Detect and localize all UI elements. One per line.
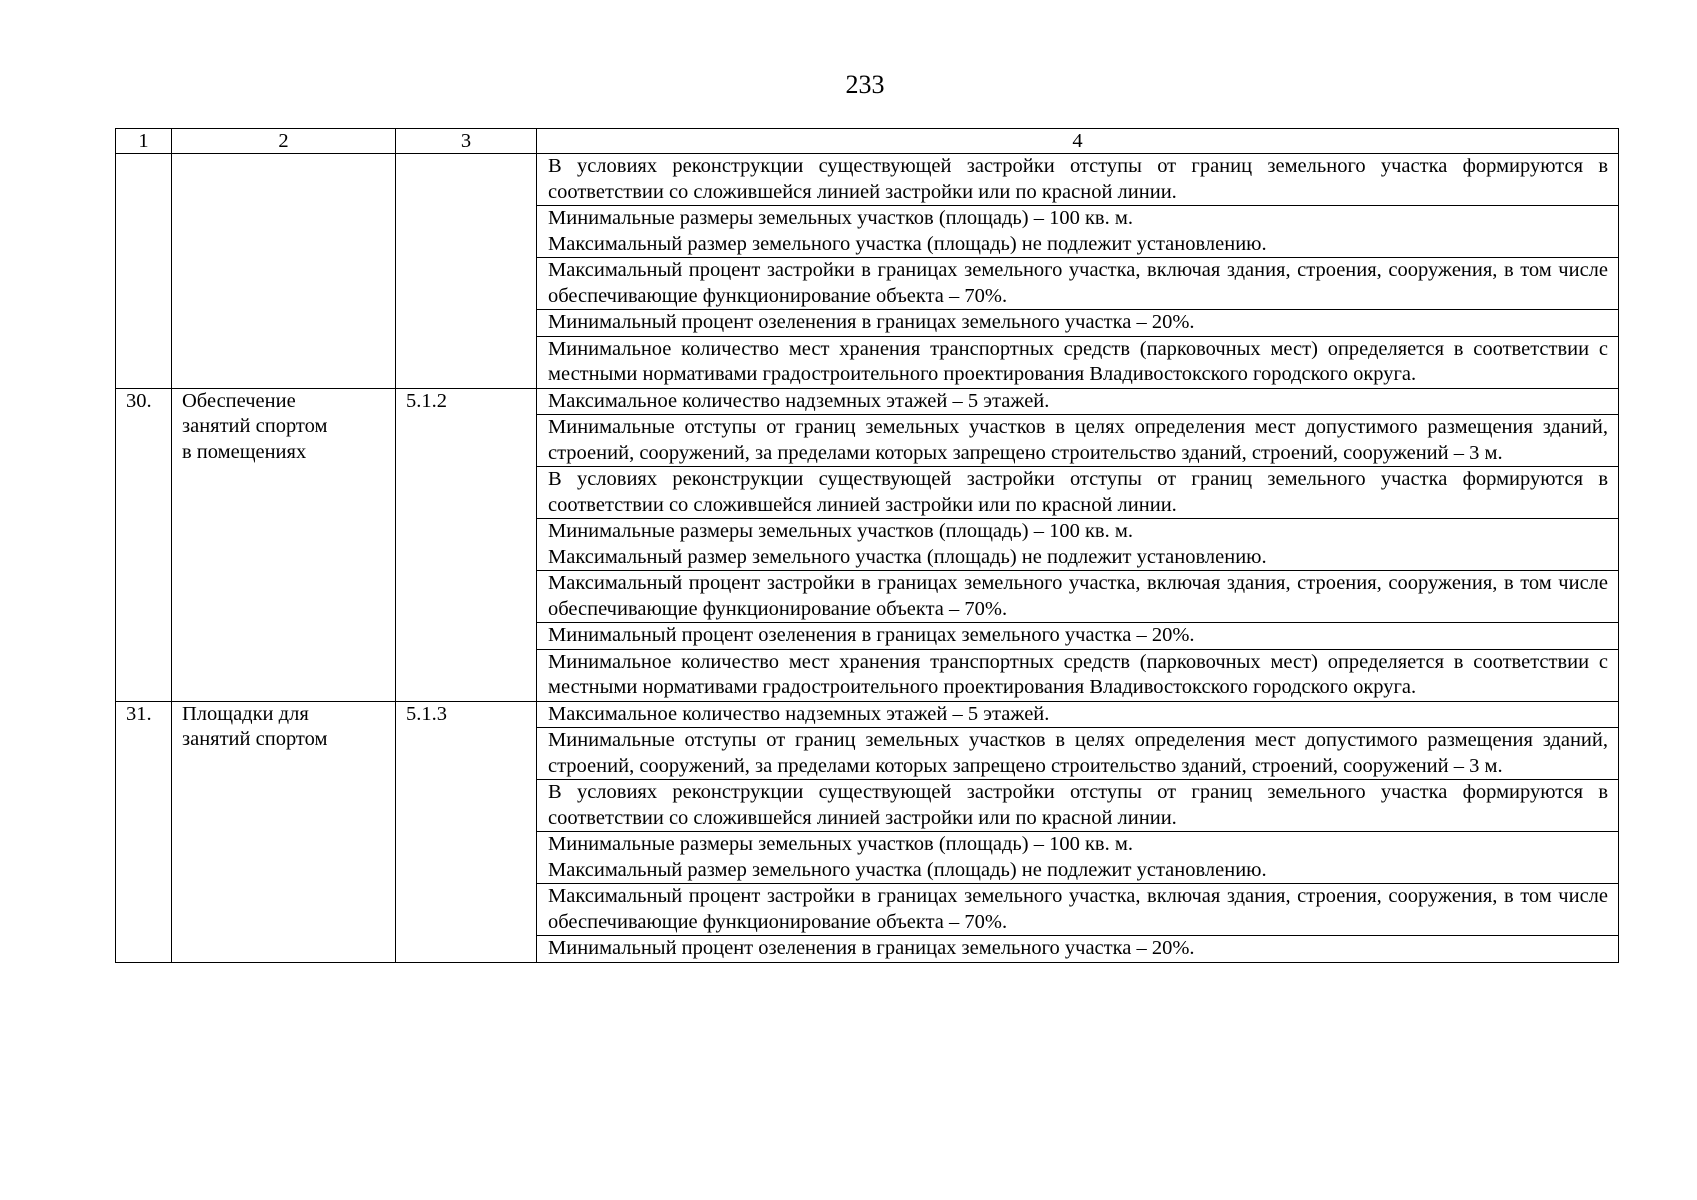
requirement-text: Максимальный процент застройки в границах земельного участка, включая здания, строения, сооружения, в том числе обеспечивающие функционирование объекта – 70%. bbox=[537, 571, 1619, 623]
land-use-name: Площадки для занятий спортом bbox=[172, 701, 396, 962]
row-number: 31. bbox=[116, 701, 172, 962]
requirement-text: Максимальное количество надземных этажей – 5 этажей. bbox=[537, 701, 1619, 728]
column-number-row bbox=[116, 129, 1619, 154]
regulations-table-body bbox=[116, 129, 1619, 963]
land-use-code-cell bbox=[396, 154, 537, 389]
row-number-cell bbox=[116, 154, 172, 389]
land-use-code: 5.1.2 bbox=[396, 388, 537, 701]
requirement-text: Минимальные размеры земельных участков (площадь) – 100 кв. м. Максимальный размер земельного участка (площадь) не подлежит установлению. bbox=[537, 519, 1619, 571]
column-number-4: 4 bbox=[537, 129, 1619, 154]
requirement-text: Минимальное количество мест хранения транспортных средств (парковочных мест) определяется в соответствии с местными нормативами градостроительного проектирования Владивостокского городского округа. bbox=[537, 336, 1619, 388]
requirement-text: Максимальный процент застройки в границах земельного участка, включая здания, строения, сооружения, в том числе обеспечивающие функционирование объекта – 70%. bbox=[537, 258, 1619, 310]
requirement-text: Минимальные отступы от границ земельных участков в целях определения мест допустимого размещения зданий, строений, сооружений, за пределами которых запрещено строительство зданий, строений, сооружений – 3 м. bbox=[537, 415, 1619, 467]
requirement-text: Максимальное количество надземных этажей – 5 этажей. bbox=[537, 388, 1619, 415]
row-number: 30. bbox=[116, 388, 172, 701]
page-number: 233 bbox=[845, 70, 885, 99]
requirement-text: Минимальные размеры земельных участков (площадь) – 100 кв. м. Максимальный размер земельного участка (площадь) не подлежит установлению. bbox=[537, 832, 1619, 884]
requirement-text: В условиях реконструкции существующей застройки отступы от границ земельного участка формируются в соответствии со сложившейся линией застройки или по красной линии. bbox=[537, 780, 1619, 832]
land-use-name-cell bbox=[172, 154, 396, 389]
column-number-1: 1 bbox=[116, 129, 172, 154]
column-number-2: 2 bbox=[172, 129, 396, 154]
table-row bbox=[116, 154, 1619, 206]
requirement-text: Минимальный процент озеленения в границах земельного участка – 20%. bbox=[537, 623, 1619, 650]
requirement-text: Минимальные отступы от границ земельных участков в целях определения мест допустимого размещения зданий, строений, сооружений, за пределами которых запрещено строительство зданий, строений, сооружений – 3 м. bbox=[537, 728, 1619, 780]
requirement-text: В условиях реконструкции существующей застройки отступы от границ земельного участка формируются в соответствии со сложившейся линией застройки или по красной линии. bbox=[537, 154, 1619, 206]
regulations-table bbox=[115, 128, 1619, 963]
land-use-code: 5.1.3 bbox=[396, 701, 537, 962]
table-row bbox=[116, 388, 1619, 415]
column-number-3: 3 bbox=[396, 129, 537, 154]
requirement-text: Минимальное количество мест хранения транспортных средств (парковочных мест) определяется в соответствии с местными нормативами градостроительного проектирования Владивостокского городского округа. bbox=[537, 649, 1619, 701]
table-row bbox=[116, 701, 1619, 728]
requirement-text: Минимальный процент озеленения в границах земельного участка – 20%. bbox=[537, 310, 1619, 337]
land-use-name: Обеспечение занятий спортом в помещениях bbox=[172, 388, 396, 701]
requirement-text: В условиях реконструкции существующей застройки отступы от границ земельного участка формируются в соответствии со сложившейся линией застройки или по красной линии. bbox=[537, 467, 1619, 519]
requirement-text: Минимальный процент озеленения в границах земельного участка – 20%. bbox=[537, 936, 1619, 963]
requirement-text: Минимальные размеры земельных участков (площадь) – 100 кв. м. Максимальный размер земельного участка (площадь) не подлежит установлению. bbox=[537, 206, 1619, 258]
requirement-text: Максимальный процент застройки в границах земельного участка, включая здания, строения, сооружения, в том числе обеспечивающие функционирование объекта – 70%. bbox=[537, 884, 1619, 936]
